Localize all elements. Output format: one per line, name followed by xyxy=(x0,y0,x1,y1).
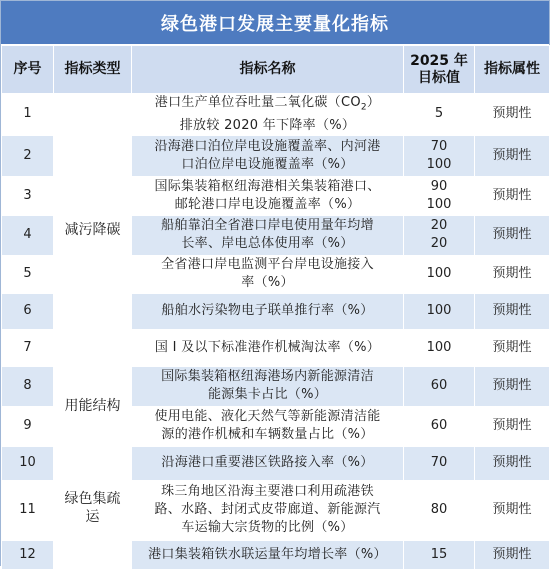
header-row xyxy=(2,46,550,94)
row-seq: 3 xyxy=(2,176,54,215)
row-seq: 7 xyxy=(2,329,54,366)
row-name-line2: 能源集卡占比（%） xyxy=(207,387,328,403)
row-value-2: 100 xyxy=(426,156,452,172)
row-value: 70 xyxy=(404,446,475,480)
row-name xyxy=(132,406,404,446)
row-name-line1: 使用电能、液化天然气等新能源清洁能 xyxy=(154,409,381,425)
header-attr: 指标属性 xyxy=(475,46,550,94)
category-line2: 运 xyxy=(85,508,100,525)
row-seq: 8 xyxy=(2,366,54,406)
table-row xyxy=(2,366,550,406)
row-name xyxy=(132,255,404,293)
row-seq: 11 xyxy=(2,480,54,540)
row-name xyxy=(132,135,404,176)
table-row xyxy=(2,446,550,480)
row-value-1: 70 xyxy=(430,138,448,154)
row-name-line2: 路、水路、封闭式皮带廊道、新能源汽 xyxy=(154,502,381,518)
category-line1: 绿色集疏 xyxy=(64,490,121,507)
row-name xyxy=(132,94,404,136)
row-value: 15 xyxy=(404,540,475,569)
row-name-line1: 船舶靠泊全省港口岸电使用量年均增 xyxy=(161,218,374,234)
row-name xyxy=(132,215,404,255)
row-attr: 预期性 xyxy=(475,293,550,329)
row-name-part: 港口生产单位吞吐量二氧化碳（CO xyxy=(154,95,361,110)
row-value: 60 xyxy=(404,406,475,446)
indicator-table xyxy=(1,45,550,570)
row-seq: 6 xyxy=(2,293,54,329)
row-seq: 10 xyxy=(2,446,54,480)
row-name-line1: 国际集装箱枢纽海港场内新能源清洁 xyxy=(161,369,374,385)
row-name xyxy=(132,480,404,540)
row-name-subscript: 2 xyxy=(360,102,367,113)
row-seq: 12 xyxy=(2,540,54,569)
row-value-1: 90 xyxy=(430,178,448,194)
row-seq: 5 xyxy=(2,255,54,293)
header-target-line1: 2025 年 xyxy=(410,52,468,69)
row-value-2: 100 xyxy=(426,196,452,212)
header-name: 指标名称 xyxy=(132,46,404,94)
row-name-line1: 珠三角地区沿海主要港口利用疏港铁 xyxy=(161,484,374,500)
row-name-line2: 口泊位岸电设施覆盖率（%） xyxy=(181,156,354,172)
row-name-line1: 全省港口岸电监测平台岸电设施接入 xyxy=(161,257,374,273)
row-value: 60 xyxy=(404,366,475,406)
row-value: 100 xyxy=(404,293,475,329)
row-name-line2: 源的港作机械和车辆数量占比（%） xyxy=(161,427,374,443)
row-attr: 预期性 xyxy=(475,215,550,255)
row-value: 80 xyxy=(404,480,475,540)
category-green-transport xyxy=(54,446,132,569)
header-target xyxy=(404,46,475,94)
row-seq: 4 xyxy=(2,215,54,255)
row-value xyxy=(404,176,475,215)
row-value-1: 20 xyxy=(430,218,448,234)
row-name xyxy=(132,176,404,215)
row-value: 100 xyxy=(404,255,475,293)
row-attr: 预期性 xyxy=(475,480,550,540)
row-attr: 预期性 xyxy=(475,329,550,366)
header-type: 指标类型 xyxy=(54,46,132,94)
row-name: 国 I 及以下标准港作机械淘汰率（%） xyxy=(132,329,404,366)
row-seq: 2 xyxy=(2,135,54,176)
row-value xyxy=(404,135,475,176)
row-name-part-end: ） xyxy=(366,95,381,110)
row-name xyxy=(132,366,404,406)
row-attr: 预期性 xyxy=(475,366,550,406)
row-name-line2: 长率、岸电总体使用率（%） xyxy=(181,236,354,252)
category-energy-structure: 用能结构 xyxy=(54,366,132,446)
row-name: 船舶水污染物电子联单推行率（%） xyxy=(132,293,404,329)
row-name-line1: 国际集装箱枢纽海港相关集装箱港口、 xyxy=(154,178,381,194)
row-name-line3: 车运输大宗货物的比例（%） xyxy=(181,520,354,536)
header-target-line2: 目标值 xyxy=(418,69,460,86)
row-value-2: 20 xyxy=(430,236,448,252)
row-name-line2: 排放较 2020 年下降率（%） xyxy=(179,117,356,133)
row-name-line1: 沿海港口泊位岸电设施覆盖率、内河港 xyxy=(154,138,381,154)
table-row xyxy=(2,94,550,136)
row-attr: 预期性 xyxy=(475,135,550,176)
row-attr: 预期性 xyxy=(475,446,550,480)
header-seq: 序号 xyxy=(2,46,54,94)
row-attr: 预期性 xyxy=(475,94,550,136)
row-seq: 1 xyxy=(2,94,54,136)
row-attr: 预期性 xyxy=(475,406,550,446)
row-attr: 预期性 xyxy=(475,176,550,215)
row-attr: 预期性 xyxy=(475,255,550,293)
row-name-line2: 率（%） xyxy=(241,275,294,291)
category-pollution-carbon: 减污降碳 xyxy=(54,94,132,367)
row-value xyxy=(404,215,475,255)
row-name-line2: 邮轮港口岸电设施覆盖率（%） xyxy=(174,196,361,212)
table-title: 绿色港口发展主要量化指标 xyxy=(1,1,549,45)
row-value: 100 xyxy=(404,329,475,366)
row-seq: 9 xyxy=(2,406,54,446)
row-name: 沿海港口重要港区铁路接入率（%） xyxy=(132,446,404,480)
row-attr: 预期性 xyxy=(475,540,550,569)
row-value: 5 xyxy=(404,94,475,136)
row-name: 港口集装箱铁水联运量年均增长率（%） xyxy=(132,540,404,569)
row-name-line1 xyxy=(154,95,381,113)
